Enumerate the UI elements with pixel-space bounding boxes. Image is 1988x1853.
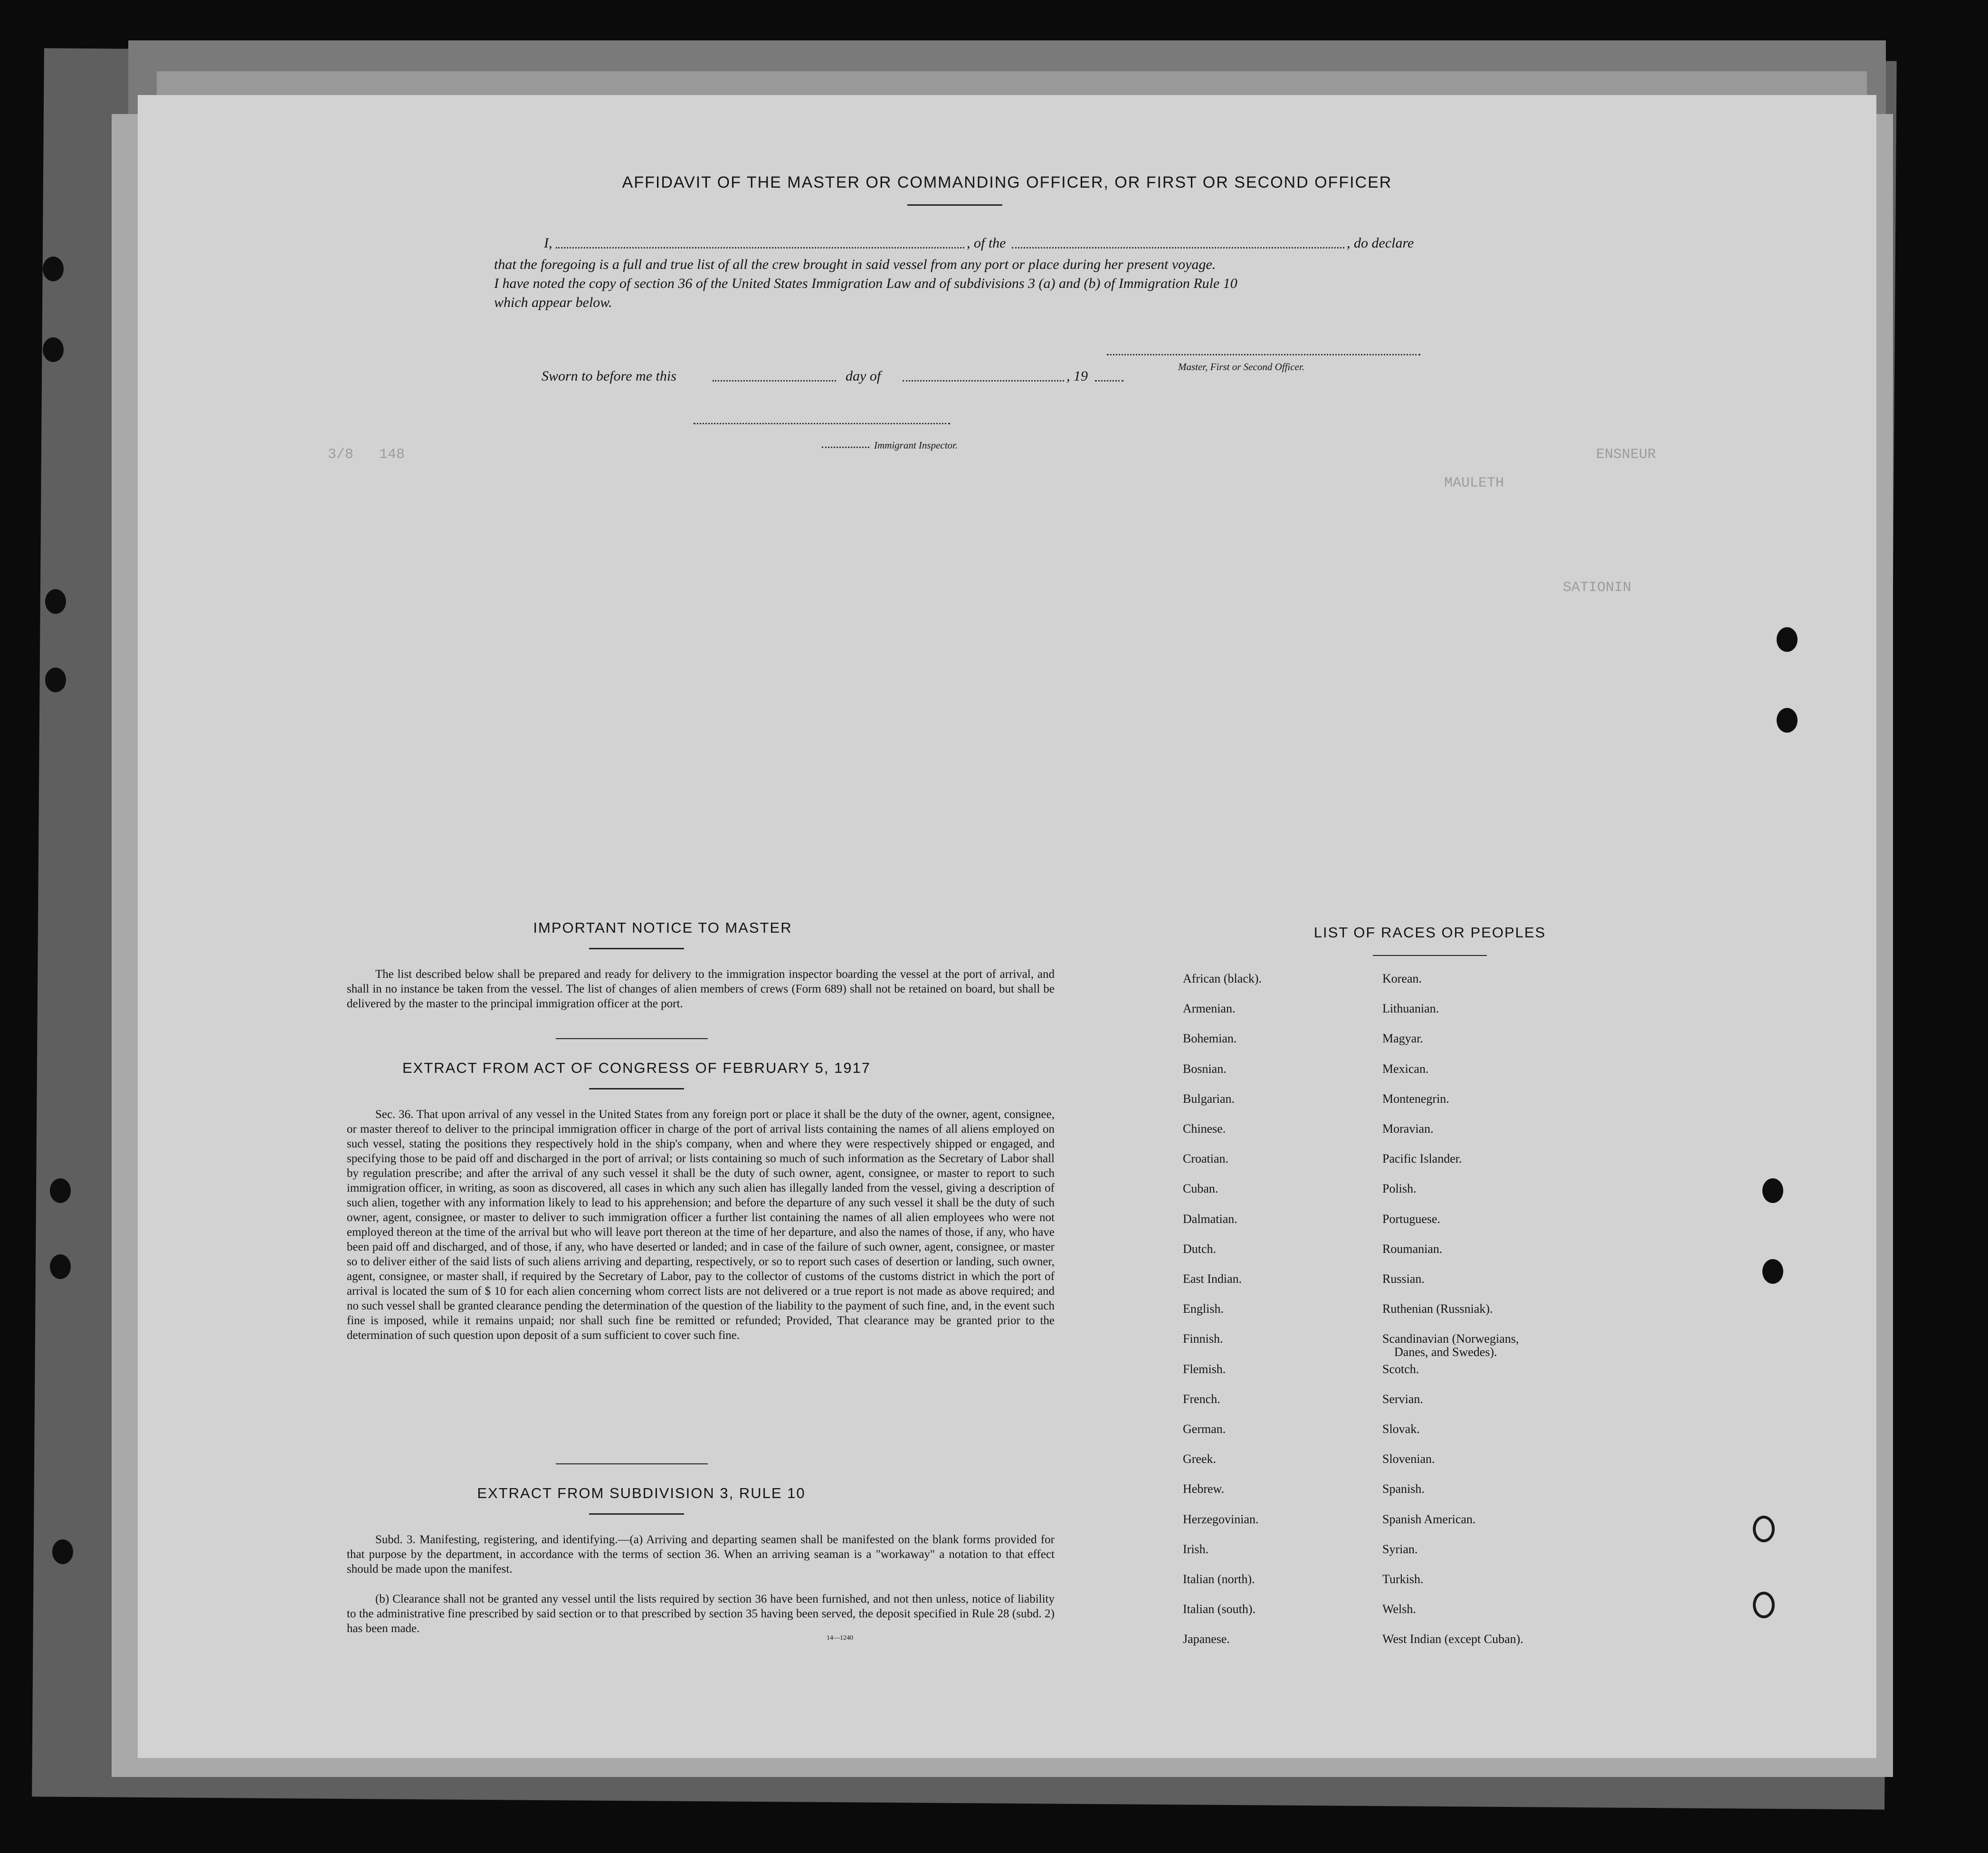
- officer-name-field[interactable]: [556, 247, 964, 248]
- race-item: Slovenian.: [1382, 1452, 1435, 1466]
- race-item: Lithuanian.: [1382, 1002, 1439, 1016]
- vessel-name-field[interactable]: [1012, 247, 1344, 248]
- binder-hole: [1777, 708, 1798, 733]
- race-item: Scotch.: [1382, 1362, 1419, 1376]
- divider: [589, 1513, 684, 1515]
- rule-title: EXTRACT FROM SUBDIVISION 3, RULE 10: [477, 1485, 806, 1501]
- bleed-through-text: MAULETH: [1444, 475, 1504, 491]
- inspector-caption: Immigrant Inspector.: [874, 439, 958, 451]
- divider: [556, 1463, 708, 1464]
- binder-hole: [45, 668, 66, 692]
- race-item: Italian (north).: [1183, 1572, 1255, 1586]
- race-item: Scandinavian (Norwegians,: [1382, 1332, 1519, 1346]
- race-item: Welsh.: [1382, 1602, 1416, 1616]
- binder-hole: [50, 1254, 71, 1279]
- race-item-continuation: Danes, and Swedes).: [1394, 1345, 1497, 1359]
- binder-hole: [45, 589, 66, 614]
- year-label: , 19: [1066, 368, 1088, 384]
- bleed-through-text: 3/8 148: [328, 447, 405, 463]
- race-item: Spanish American.: [1382, 1512, 1476, 1526]
- divider: [589, 948, 684, 949]
- race-item: Croatian.: [1183, 1152, 1229, 1166]
- race-item: Hebrew.: [1183, 1482, 1225, 1496]
- race-item: Italian (south).: [1183, 1602, 1256, 1616]
- master-caption: Master, First or Second Officer.: [1178, 361, 1304, 373]
- dotted-leader: [822, 447, 869, 448]
- affidavit-of-the: , of the: [967, 235, 1006, 251]
- race-item: Servian.: [1382, 1392, 1423, 1406]
- race-item: Mexican.: [1382, 1061, 1429, 1076]
- affidavit-line-3: I have noted the copy of section 36 of the United States Immigration Law and of subdivisions 3 (a) and (b) of Immigration Rule 10: [494, 276, 1237, 291]
- inspector-signature-field[interactable]: [694, 423, 950, 424]
- race-item: Dutch.: [1183, 1242, 1217, 1256]
- divider: [907, 204, 1002, 206]
- race-item: French.: [1183, 1392, 1220, 1406]
- affidavit-line-2: that the foregoing is a full and true list of all the crew brought in said vessel from any port or place during her present voyage.: [494, 257, 1216, 272]
- race-item: Finnish.: [1183, 1332, 1223, 1346]
- race-item: Japanese.: [1183, 1632, 1230, 1646]
- race-item: Portuguese.: [1382, 1212, 1441, 1226]
- day-of-label: day of: [846, 368, 881, 384]
- bleed-through-text: SATIONIN: [1563, 580, 1632, 596]
- race-item: Dalmatian.: [1183, 1212, 1237, 1226]
- binder-hole: [1753, 1516, 1775, 1542]
- binder-hole: [43, 337, 64, 362]
- act-title: EXTRACT FROM ACT OF CONGRESS OF FEBRUARY 5, 1917: [402, 1060, 871, 1076]
- divider: [589, 1088, 684, 1089]
- sworn-day-field[interactable]: [713, 380, 836, 382]
- race-item: Syrian.: [1382, 1542, 1418, 1556]
- bleed-through-text: ENSNEUR: [1596, 447, 1656, 463]
- binder-hole: [43, 257, 64, 281]
- race-item: Chinese.: [1183, 1122, 1226, 1136]
- act-text: Sec. 36. That upon arrival of any vessel in the United States from any foreign port or place it shall be the duty of the owner, agent, consignee, or master thereof to deliver to the principal immigration officer in charge of the port of arrival lists containing the names of all aliens employed on such vessel, stating the positions they respectively hold in the ship's company, when and where they were respectively shipped or engaged, and specifying those to be paid off and discharged in the port of arrival; or lists containing so much of such information as the Secretary of Labor shall by regulation prescribe; and after the arrival of any such vessel it shall be the duty of such owner, agent, consignee, or master to report to such immigration officer, in writing, as soon as discovered, all cases in which any such alien has illegally landed from the vessel, giving a description of such alien, together with any information likely to lead to his apprehension; and before the departure of any such vessel it shall be the duty of such owner, agent, consignee, or master to deliver to such immigration officer a further list containing the names of all alien employees who were not employed thereon at the time of the arrival but who will leave port thereon at the time of her departure, and also the names of those, if any, who have been paid off and discharged, and of those, if any, who have deserted or landed; and in case of the failure of such owner, agent, consignee, or master so to deliver either of the said lists of such aliens arriving and departing, respectively, or so to report such cases of desertion or landing, such owner, agent, consignee, or master shall, if required by the Secretary of Labor, pay to the collector of customs of the customs district in which the port of arrival is located the sum of $ 10 for each alien concerning whom correct lists are not delivered or a true report is not made as above required; and no such vessel shall be granted clearance pending the determination of the question of the liability to the payment of such fine, and, in the event such fine is imposed, while it remains unpaid; nor shall such fine be remitted or refunded; Provided, That clearance may be granted prior to the determination of such question upon deposit of a sum sufficient to cover such fine.: [347, 1108, 1055, 1342]
- binder-hole: [1777, 627, 1798, 652]
- binder-hole: [1753, 1592, 1775, 1618]
- race-item: Magyar.: [1382, 1032, 1423, 1046]
- notice-title: IMPORTANT NOTICE TO MASTER: [533, 919, 792, 936]
- affidavit-declare: , do declare: [1347, 235, 1414, 251]
- race-item: Spanish.: [1382, 1482, 1425, 1496]
- race-item: Bulgarian.: [1183, 1091, 1235, 1106]
- races-title: LIST OF RACES OR PEOPLES: [1313, 924, 1546, 941]
- race-item: Greek.: [1183, 1452, 1217, 1466]
- race-item: Ruthenian (Russniak).: [1382, 1302, 1493, 1316]
- binder-hole: [1762, 1178, 1783, 1203]
- race-item: Flemish.: [1183, 1362, 1226, 1376]
- race-item: Moravian.: [1382, 1122, 1434, 1136]
- race-item: Roumanian.: [1382, 1242, 1443, 1256]
- affidavit-line-4: which appear below.: [494, 295, 612, 310]
- binder-hole: [1762, 1259, 1783, 1284]
- divider: [556, 1038, 708, 1039]
- affidavit-title: AFFIDAVIT OF THE MASTER OR COMMANDING OFFICER, OR FIRST OR SECOND OFFICER: [622, 173, 1392, 191]
- race-item: Bohemian.: [1183, 1032, 1237, 1046]
- race-item: Bosnian.: [1183, 1061, 1227, 1076]
- race-item: Cuban.: [1183, 1182, 1218, 1196]
- sworn-year-field[interactable]: [1095, 380, 1123, 382]
- race-item: Russian.: [1382, 1272, 1425, 1286]
- manifest-page: [138, 95, 1876, 1758]
- affidavit-i: I,: [544, 235, 552, 251]
- binder-hole: [50, 1178, 71, 1203]
- race-item: West Indian (except Cuban).: [1382, 1632, 1523, 1646]
- race-item: Polish.: [1382, 1182, 1417, 1196]
- master-signature-field[interactable]: [1107, 354, 1420, 355]
- sworn-month-field[interactable]: [903, 380, 1064, 382]
- race-item: German.: [1183, 1422, 1226, 1436]
- race-item: English.: [1183, 1302, 1224, 1316]
- divider: [1373, 955, 1487, 956]
- race-item: Slovak.: [1382, 1422, 1420, 1436]
- form-number: 14—1240: [827, 1634, 853, 1642]
- race-item: Montenegrin.: [1382, 1091, 1449, 1106]
- rule-text-a: Subd. 3. Manifesting, registering, and identifying.—(a) Arriving and departing seamen shall be manifested on the blank forms provided for that purpose by the department, in accordance with the terms of section 36. When an arriving seaman is a "workaway" a notation to that effect should be made upon the manifest.: [347, 1533, 1055, 1576]
- race-item: African (black).: [1183, 972, 1262, 985]
- race-item: Armenian.: [1183, 1002, 1236, 1016]
- race-item: Korean.: [1382, 972, 1422, 985]
- race-item: East Indian.: [1183, 1272, 1242, 1286]
- sworn-label: Sworn to before me this: [542, 368, 676, 384]
- race-item: Irish.: [1183, 1542, 1209, 1556]
- race-item: Turkish.: [1382, 1572, 1424, 1586]
- race-item: Herzegovinian.: [1183, 1512, 1259, 1526]
- race-item: Pacific Islander.: [1382, 1152, 1462, 1166]
- notice-text: The list described below shall be prepared and ready for delivery to the immigration inspector boarding the vessel at the port of arrival, and shall in no instance be taken from the vessel. The list of changes of alien members of crews (Form 689) shall not be retained on board, but shall be delivered by the master to the principal immigration officer at the port.: [347, 968, 1055, 1010]
- binder-hole: [52, 1539, 73, 1564]
- rule-text-b: (b) Clearance shall not be granted any vessel until the lists required by section 36 have been furnished, and not then unless, notice of liability to the administrative fine prescribed by said section or to that prescribed by section 35 having been served, the deposit specified in Rule 28 (subd. 2) has been made.: [347, 1593, 1055, 1635]
